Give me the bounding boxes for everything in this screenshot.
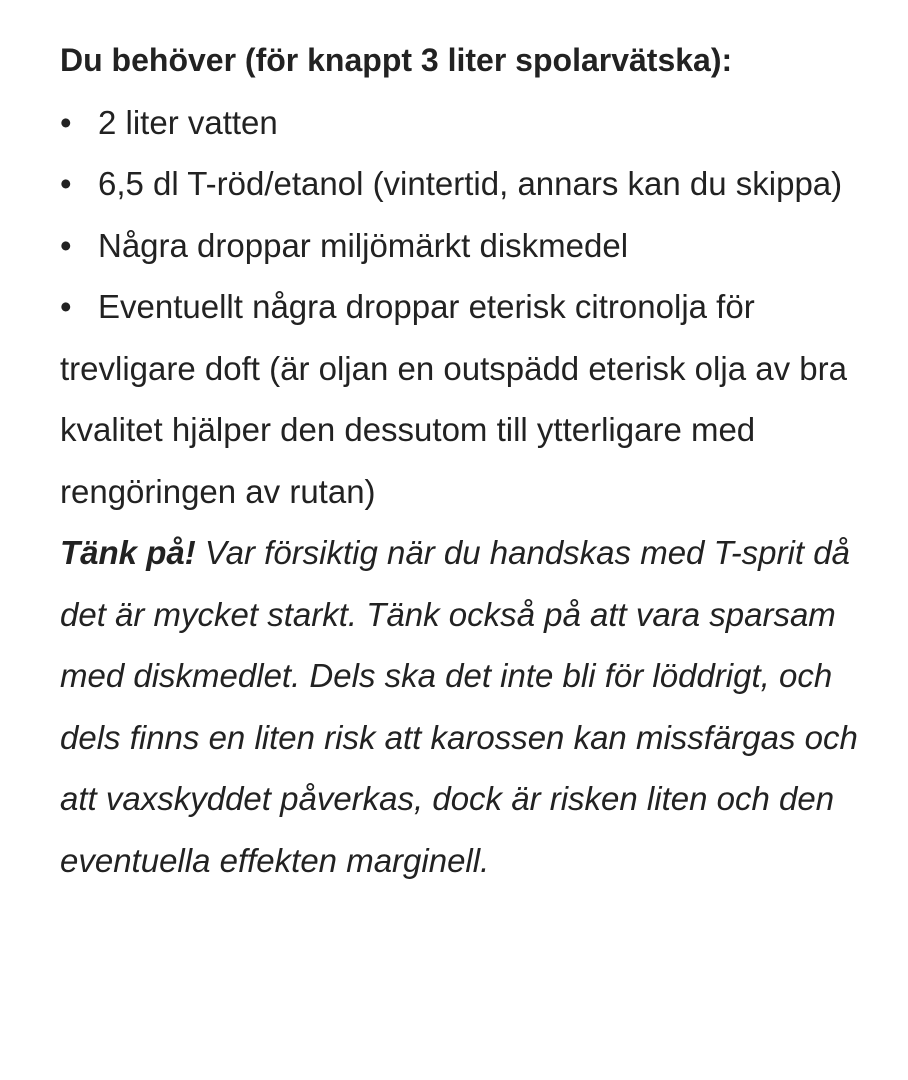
list-item-text: Eventuellt några droppar eterisk citronolja för trevligare doft (är oljan en outspädd eterisk olja av bra kvalitet hjälper den dessutom till ytterligare med rengöringen av rutan): [60, 288, 847, 510]
bullet-icon: •: [60, 103, 72, 141]
warning-lead: Tänk på!: [60, 534, 196, 571]
list-item-text: 2 liter vatten: [98, 103, 278, 141]
warning-paragraph: [60, 522, 868, 891]
list-item: [60, 215, 868, 277]
warning-text: Var försiktig när du handskas med T-sprit då det är mycket starkt. Tänk också på att vara sparsam med diskmedlet. Dels ska det inte bli för löddrigt, och dels finns en liten risk att karossen kan missfärgas och att vaxskyddet påverkas, dock är risken liten och den eventuella effekten marginell.: [60, 534, 858, 879]
list-item-text: 6,5 dl T-röd/etanol (vintertid, annars kan du skippa): [98, 165, 843, 202]
supplies-list: [60, 92, 868, 523]
article-body: [60, 30, 868, 891]
bullet-icon: •: [60, 226, 72, 264]
list-item: [60, 276, 868, 522]
bullet-icon: •: [60, 165, 72, 202]
list-item-text: Några droppar miljömärkt diskmedel: [98, 226, 629, 264]
list-item: [60, 92, 868, 154]
list-item: [60, 153, 868, 215]
bullet-icon: •: [60, 288, 72, 325]
supplies-heading: Du behöver (för knappt 3 liter spolarvätska):: [60, 42, 733, 78]
